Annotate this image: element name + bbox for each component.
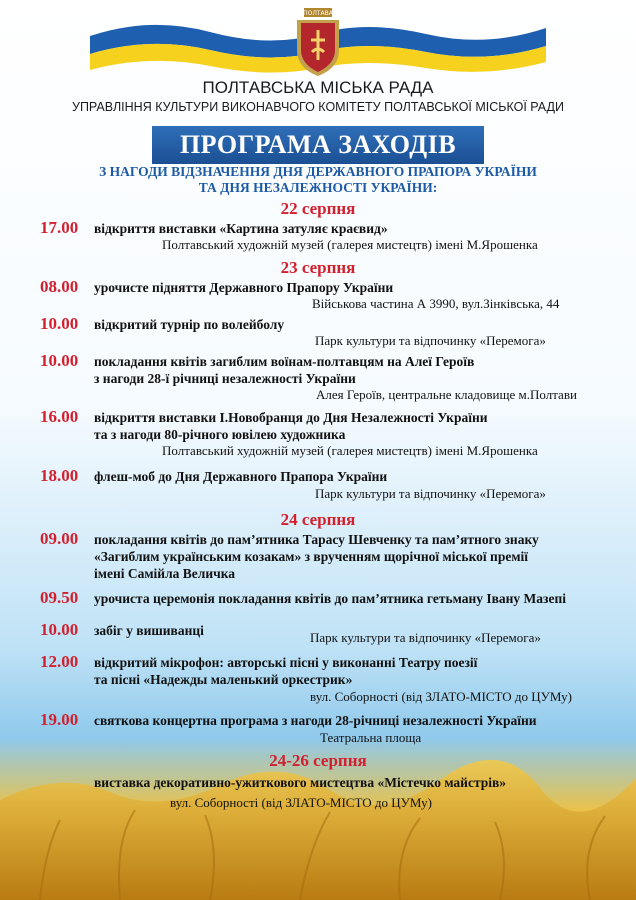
- event-description: покладання квітів до пам’ятника Тарасу Шевченку та пам’ятного знаку: [94, 532, 539, 547]
- city-council-heading: ПОЛТАВСЬКА МІСЬКА РАДА: [202, 78, 434, 97]
- emblem-label: ПОЛТАВА: [303, 10, 333, 17]
- event-time: 17.00: [40, 218, 79, 237]
- event-description: та з нагоди 80-річного ювілею художника: [94, 427, 346, 442]
- event-time: 09.00: [40, 529, 79, 548]
- event-description: виставка декоративно-ужиткового мистецтва «Містечко майстрів»: [94, 775, 507, 790]
- event-location: Парк культури та відпочинку «Перемога»: [315, 486, 546, 501]
- culture-department-heading: УПРАВЛІННЯ КУЛЬТУРИ ВИКОНАВЧОГО КОМІТЕТУ ПОЛТАВСЬКОЇ МІСЬКОЇ РАДИ: [72, 100, 564, 114]
- event-description: святкова концертна програма з нагоди 28-річниці незалежності України: [94, 713, 537, 728]
- event-description: відкриття виставки І.Новобранця до Дня Незалежності України: [94, 410, 488, 425]
- event-description: урочисте підняття Державного Прапору України: [94, 280, 394, 295]
- event-time: 18.00: [40, 466, 79, 485]
- event-time: 10.00: [40, 351, 79, 370]
- poltava-coat-of-arms-icon: [293, 6, 343, 78]
- event-location: Парк культури та відпочинку «Перемога»: [310, 630, 541, 645]
- event-description: та пісні «Надежды маленький оркестрик»: [94, 672, 353, 687]
- subtitle-line: З НАГОДИ ВІДЗНАЧЕННЯ ДНЯ ДЕРЖАВНОГО ПРАПОРА УКРАЇНИ: [99, 164, 537, 179]
- event-location: Алея Героїв, центральне кладовище м.Полтави: [316, 387, 577, 402]
- day-heading: 24 серпня: [280, 510, 356, 529]
- event-location: Полтавський художній музей (галерея мистецтв) імені М.Ярошенка: [162, 237, 538, 252]
- event-description: покладання квітів загиблим воїнам-полтавцям на Алеї Героїв: [94, 354, 475, 369]
- event-description: з нагоди 28-ї річниці незалежності України: [94, 371, 356, 386]
- program-title: ПРОГРАМА ЗАХОДІВ: [152, 126, 484, 164]
- subtitle-line: ТА ДНЯ НЕЗАЛЕЖНОСТІ УКРАЇНИ:: [198, 180, 438, 195]
- event-time: 10.00: [40, 620, 79, 639]
- event-description: забіг у вишиванці: [94, 623, 204, 638]
- event-time: 10.00: [40, 314, 79, 333]
- day-heading: 24-26 серпня: [269, 751, 367, 770]
- program-subtitle: [40, 164, 596, 196]
- day-heading: 22 серпня: [280, 199, 356, 218]
- event-description: відкриття виставки «Картина затуляє краєвид»: [94, 221, 388, 236]
- event-description: імені Самійла Величка: [94, 566, 236, 581]
- event-location: Військова частина А 3990, вул.Зінківська, 44: [312, 296, 560, 311]
- event-description: відкритий турнір по волейболу: [94, 317, 285, 332]
- event-location: вул. Соборності (від ЗЛАТО-МІСТО до ЦУМу): [170, 795, 432, 810]
- event-location: Парк культури та відпочинку «Перемога»: [315, 333, 546, 348]
- event-time: 09.50: [40, 588, 79, 607]
- event-description: «Загиблим українським козакам» з врученням щорічної міської премії: [94, 549, 529, 564]
- event-location: Полтавський художній музей (галерея мистецтв) імені М.Ярошенка: [162, 443, 538, 458]
- day-heading: 23 серпня: [280, 258, 356, 277]
- event-location: вул. Соборності (від ЗЛАТО-МІСТО до ЦУМу): [310, 689, 572, 704]
- event-description: флеш-моб до Дня Державного Прапора України: [94, 469, 388, 484]
- event-description: відкритий мікрофон: авторські пісні у виконанні Театру поезії: [94, 655, 478, 670]
- event-time: 16.00: [40, 407, 79, 426]
- event-time: 12.00: [40, 652, 79, 671]
- event-location: Театральна площа: [320, 730, 422, 745]
- event-time: 08.00: [40, 277, 79, 296]
- event-description: урочиста церемонія покладання квітів до пам’ятника гетьману Івану Мазепі: [94, 591, 566, 606]
- event-time: 19.00: [40, 710, 79, 729]
